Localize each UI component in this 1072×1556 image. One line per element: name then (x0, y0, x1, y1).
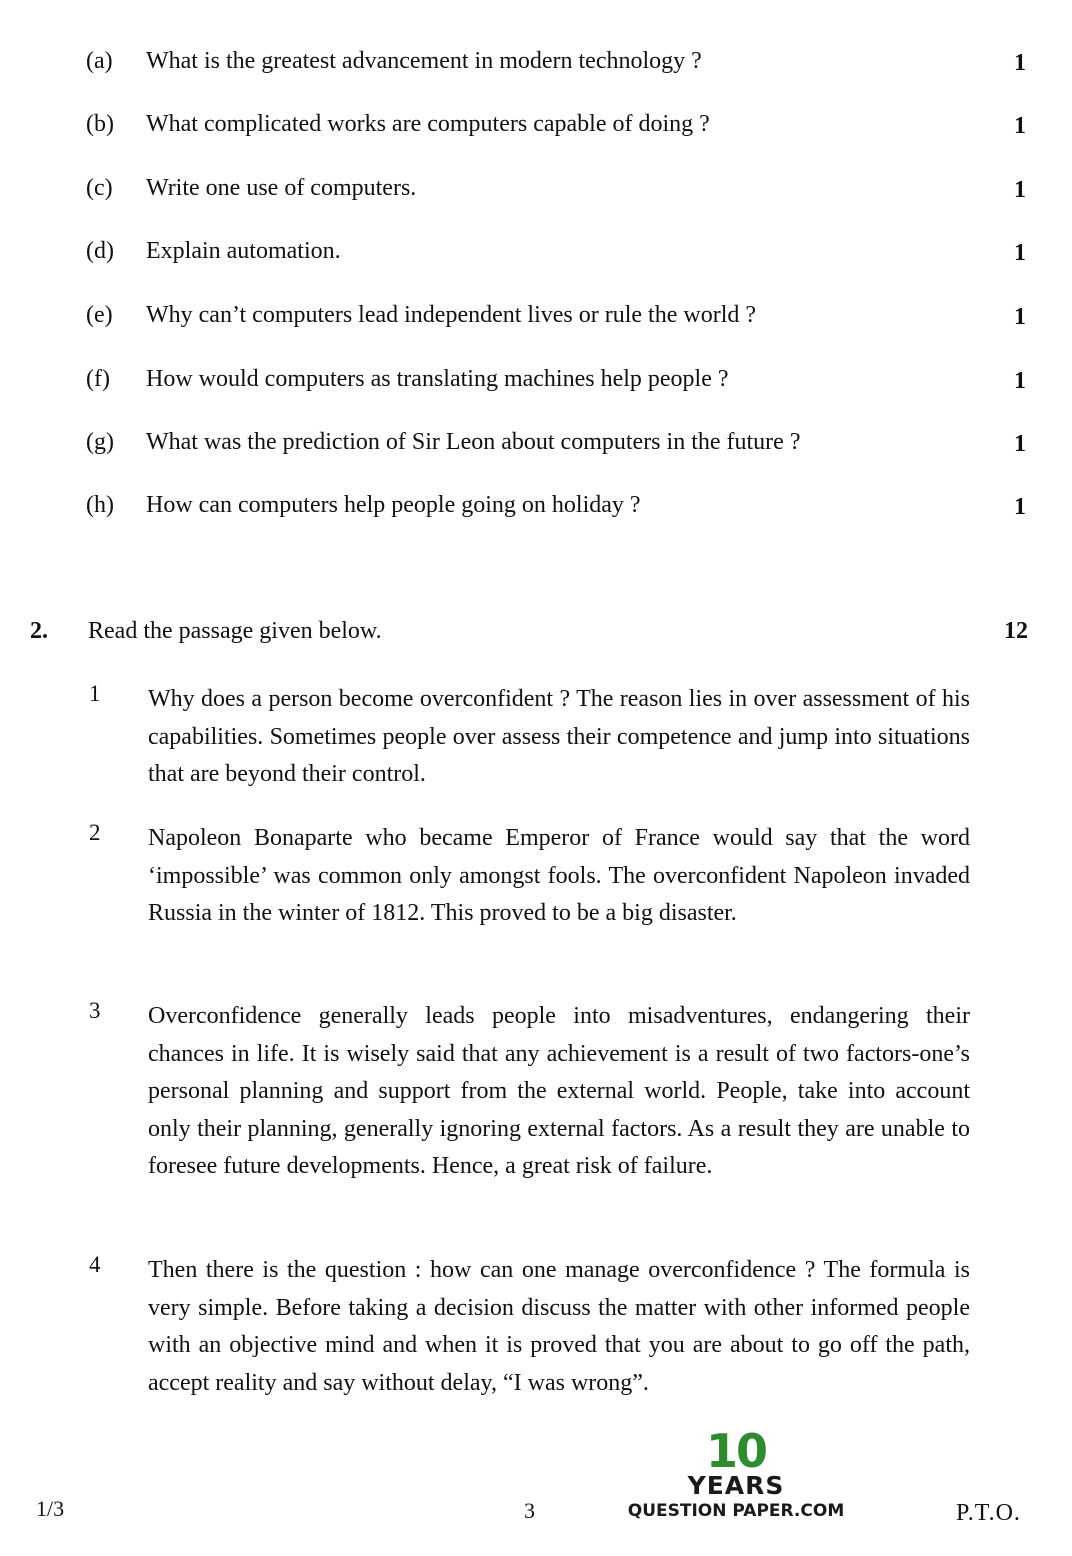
watermark-years: YEARS (687, 1471, 785, 1500)
section-number: 2. (30, 618, 48, 644)
question-text: Explain automation. (146, 238, 341, 264)
question-marks: 1 (1014, 494, 1026, 520)
footer-code: 1/3 (36, 1496, 65, 1521)
question-label: (a) (86, 48, 113, 74)
question-g (0, 429, 1072, 469)
question-marks: 1 (1014, 240, 1026, 266)
watermark-logo (624, 1424, 848, 1528)
question-h (0, 492, 1072, 532)
question-marks: 1 (1014, 177, 1026, 203)
question-marks: 1 (1014, 431, 1026, 457)
question-label: (b) (86, 111, 114, 137)
question-label: (c) (86, 175, 113, 201)
question-label: (g) (86, 429, 114, 455)
question-e (0, 302, 1072, 342)
paragraph-number: 1 (89, 681, 101, 706)
paragraph-text: Then there is the question : how can one manage overconfidence ? The formula is very simple. Before taking a decision discuss the matter with other informed people with an objective mind and when it is proved that you are about to go off the path, accept reality and say without delay, “I was wrong”. (148, 1257, 970, 1396)
section-instruction: Read the passage given below. (88, 618, 382, 644)
paragraph-text: Overconfidence generally leads people into misadventures, endangering their chances in life. It is wisely said that any achievement is a result of two factors-one’s personal planning and support from the external world. People, take into account only their planning, generally ignoring external factors. As a result they are unable to foresee future developments. Hence, a great risk of failure. (148, 1003, 970, 1179)
section-marks: 12 (1004, 618, 1028, 644)
question-label: (d) (86, 238, 114, 264)
paragraph-number: 3 (89, 998, 101, 1023)
question-text: How can computers help people going on holiday ? (146, 492, 641, 518)
question-marks: 1 (1014, 304, 1026, 330)
question-a (0, 48, 1072, 88)
question-label: (f) (86, 366, 110, 392)
question-text: How would computers as translating machines help people ? (146, 366, 729, 392)
paragraph-number: 2 (89, 820, 101, 845)
watermark-number: 10 (705, 1424, 766, 1478)
question-text: What is the greatest advancement in modern technology ? (146, 48, 702, 74)
question-c (0, 175, 1072, 215)
paragraph-text: Why does a person become overconfident ? The reason lies in over assessment of his capabilities. Sometimes people over assess their competence and jump into situations that are beyond their control. (148, 686, 970, 787)
paragraph-number: 4 (89, 1252, 101, 1277)
question-text: What complicated works are computers capable of doing ? (146, 111, 710, 137)
question-label: (e) (86, 302, 113, 328)
footer-pto: P.T.O. (956, 1500, 1021, 1526)
question-text: Why can’t computers lead independent lives or rule the world ? (146, 302, 757, 328)
watermark-site: QUESTION PAPER.COM (627, 1501, 845, 1521)
question-marks: 1 (1014, 50, 1026, 76)
paragraph-text: Napoleon Bonaparte who became Emperor of France would say that the word ‘impossible’ was common only amongst fools. The overconfident Napoleon invaded Russia in the winter of 1812. This proved to be a big disaster. (148, 825, 970, 926)
question-marks: 1 (1014, 113, 1026, 139)
question-text: What was the prediction of Sir Leon about computers in the future ? (146, 429, 801, 455)
question-b (0, 111, 1072, 151)
question-text: Write one use of computers. (146, 175, 417, 201)
page-number: 3 (524, 1498, 535, 1523)
question-label: (h) (86, 492, 114, 518)
question-d (0, 238, 1072, 278)
question-f (0, 366, 1072, 406)
question-marks: 1 (1014, 368, 1026, 394)
